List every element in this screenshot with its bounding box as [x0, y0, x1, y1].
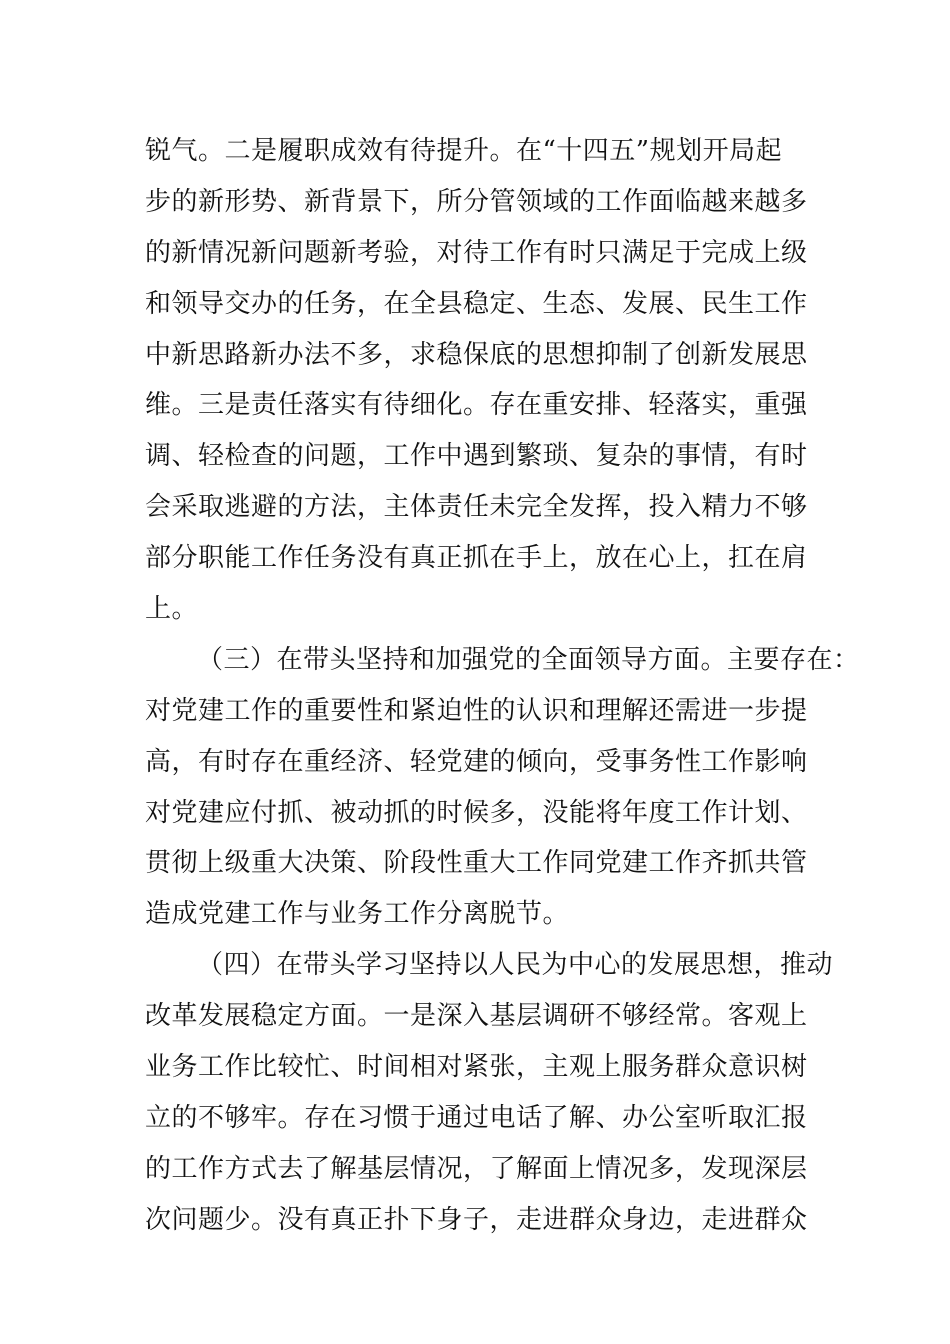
paragraph-first-line: （四）在带头学习坚持以人民为中心的发展思想，推动	[197, 950, 834, 981]
text-line: 贯彻上级重大决策、阶段性重大工作同党建工作齐抓共管	[145, 848, 808, 879]
text-line: 立的不够牢。存在习惯于通过电话了解、办公室听取汇报	[145, 1102, 808, 1133]
text-line: 维。三是责任落实有待细化。存在重安排、轻落实，重强	[145, 390, 808, 421]
text-line: 和领导交办的任务，在全县稳定、生态、发展、民生工作	[145, 288, 808, 319]
text-line: 的工作方式去了解基层情况，了解面上情况多，发现深层	[145, 1153, 808, 1184]
text-line: 会采取逃避的方法，主体责任未完全发挥，投入精力不够	[145, 492, 808, 523]
paragraph-first-line: （三）在带头坚持和加强党的全面领导方面。主要存在：	[197, 644, 860, 675]
text-line: 锐气。二是履职成效有待提升。在“十四五”规划开局起	[145, 136, 783, 166]
text-line: 次问题少。没有真正扑下身子，走进群众身边，走进群众	[145, 1204, 808, 1235]
text-line: 中新思路新办法不多，求稳保底的思想抑制了创新发展思	[145, 339, 808, 370]
text-line: 对党建工作的重要性和紧迫性的认识和理解还需进一步提	[145, 695, 808, 726]
text-line: 调、轻检查的问题，工作中遇到繁琐、复杂的事情，有时	[145, 441, 808, 472]
text-line: 改革发展稳定方面。一是深入基层调研不够经常。客观上	[145, 1001, 808, 1032]
text-line: 高，有时存在重经济、轻党建的倾向，受事务性工作影响	[145, 746, 808, 777]
text-line: 业务工作比较忙、时间相对紧张，主观上服务群众意识树	[145, 1052, 808, 1083]
text-line: 上。	[145, 594, 199, 625]
text-line: 部分职能工作任务没有真正抓在手上，放在心上，扛在肩	[145, 543, 808, 574]
body-text	[145, 126, 860, 1246]
text-line: 对党建应付抓、被动抓的时候多，没能将年度工作计划、	[145, 797, 808, 828]
text-line: 造成党建工作与业务工作分离脱节。	[145, 899, 570, 930]
text-line: 步的新形势、新背景下，所分管领域的工作面临越来越多	[145, 186, 808, 217]
text-line: 的新情况新问题新考验，对待工作有时只满足于完成上级	[145, 237, 808, 268]
